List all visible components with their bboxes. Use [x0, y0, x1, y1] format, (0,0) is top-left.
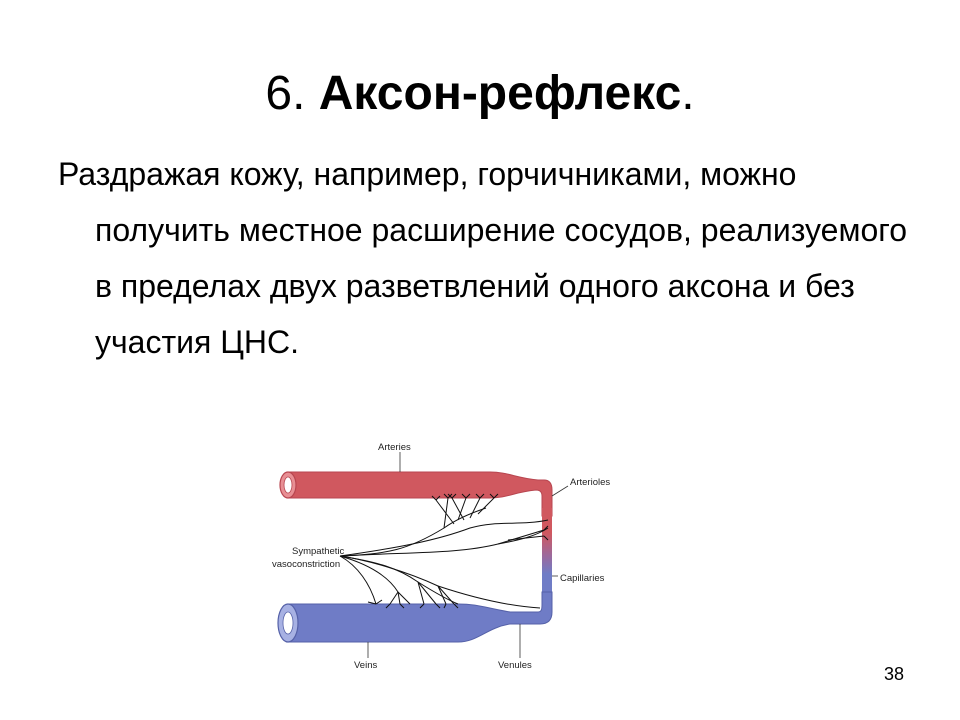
- title-text: Аксон-рефлекс: [318, 67, 682, 120]
- label-venules: Venules: [498, 660, 532, 671]
- label-sympathetic-line2: vasoconstriction: [272, 559, 341, 570]
- sympathetic-nerve: [340, 494, 548, 608]
- vascular-diagram: [258, 436, 658, 676]
- body-text: [58, 146, 918, 370]
- label-veins: Veins: [354, 660, 378, 671]
- body-paragraph: Раздражая кожу, например, горчичниками, можно получить местное расширение сосудов, реализуемого в пределах двух разветвлений одного аксона и без участия ЦНС.: [58, 156, 908, 360]
- vein-vessel: [278, 592, 552, 642]
- slide-title: [0, 58, 960, 130]
- artery-vessel: [280, 472, 552, 516]
- label-sympathetic-line1: Sympathetic: [292, 546, 345, 557]
- label-capillaries: Capillaries: [560, 573, 605, 584]
- title-number: 6.: [265, 67, 306, 120]
- label-arterioles: Arterioles: [570, 477, 611, 488]
- page-number: 38: [883, 664, 904, 684]
- label-arteries: Arteries: [378, 442, 411, 453]
- title-end: .: [681, 67, 695, 120]
